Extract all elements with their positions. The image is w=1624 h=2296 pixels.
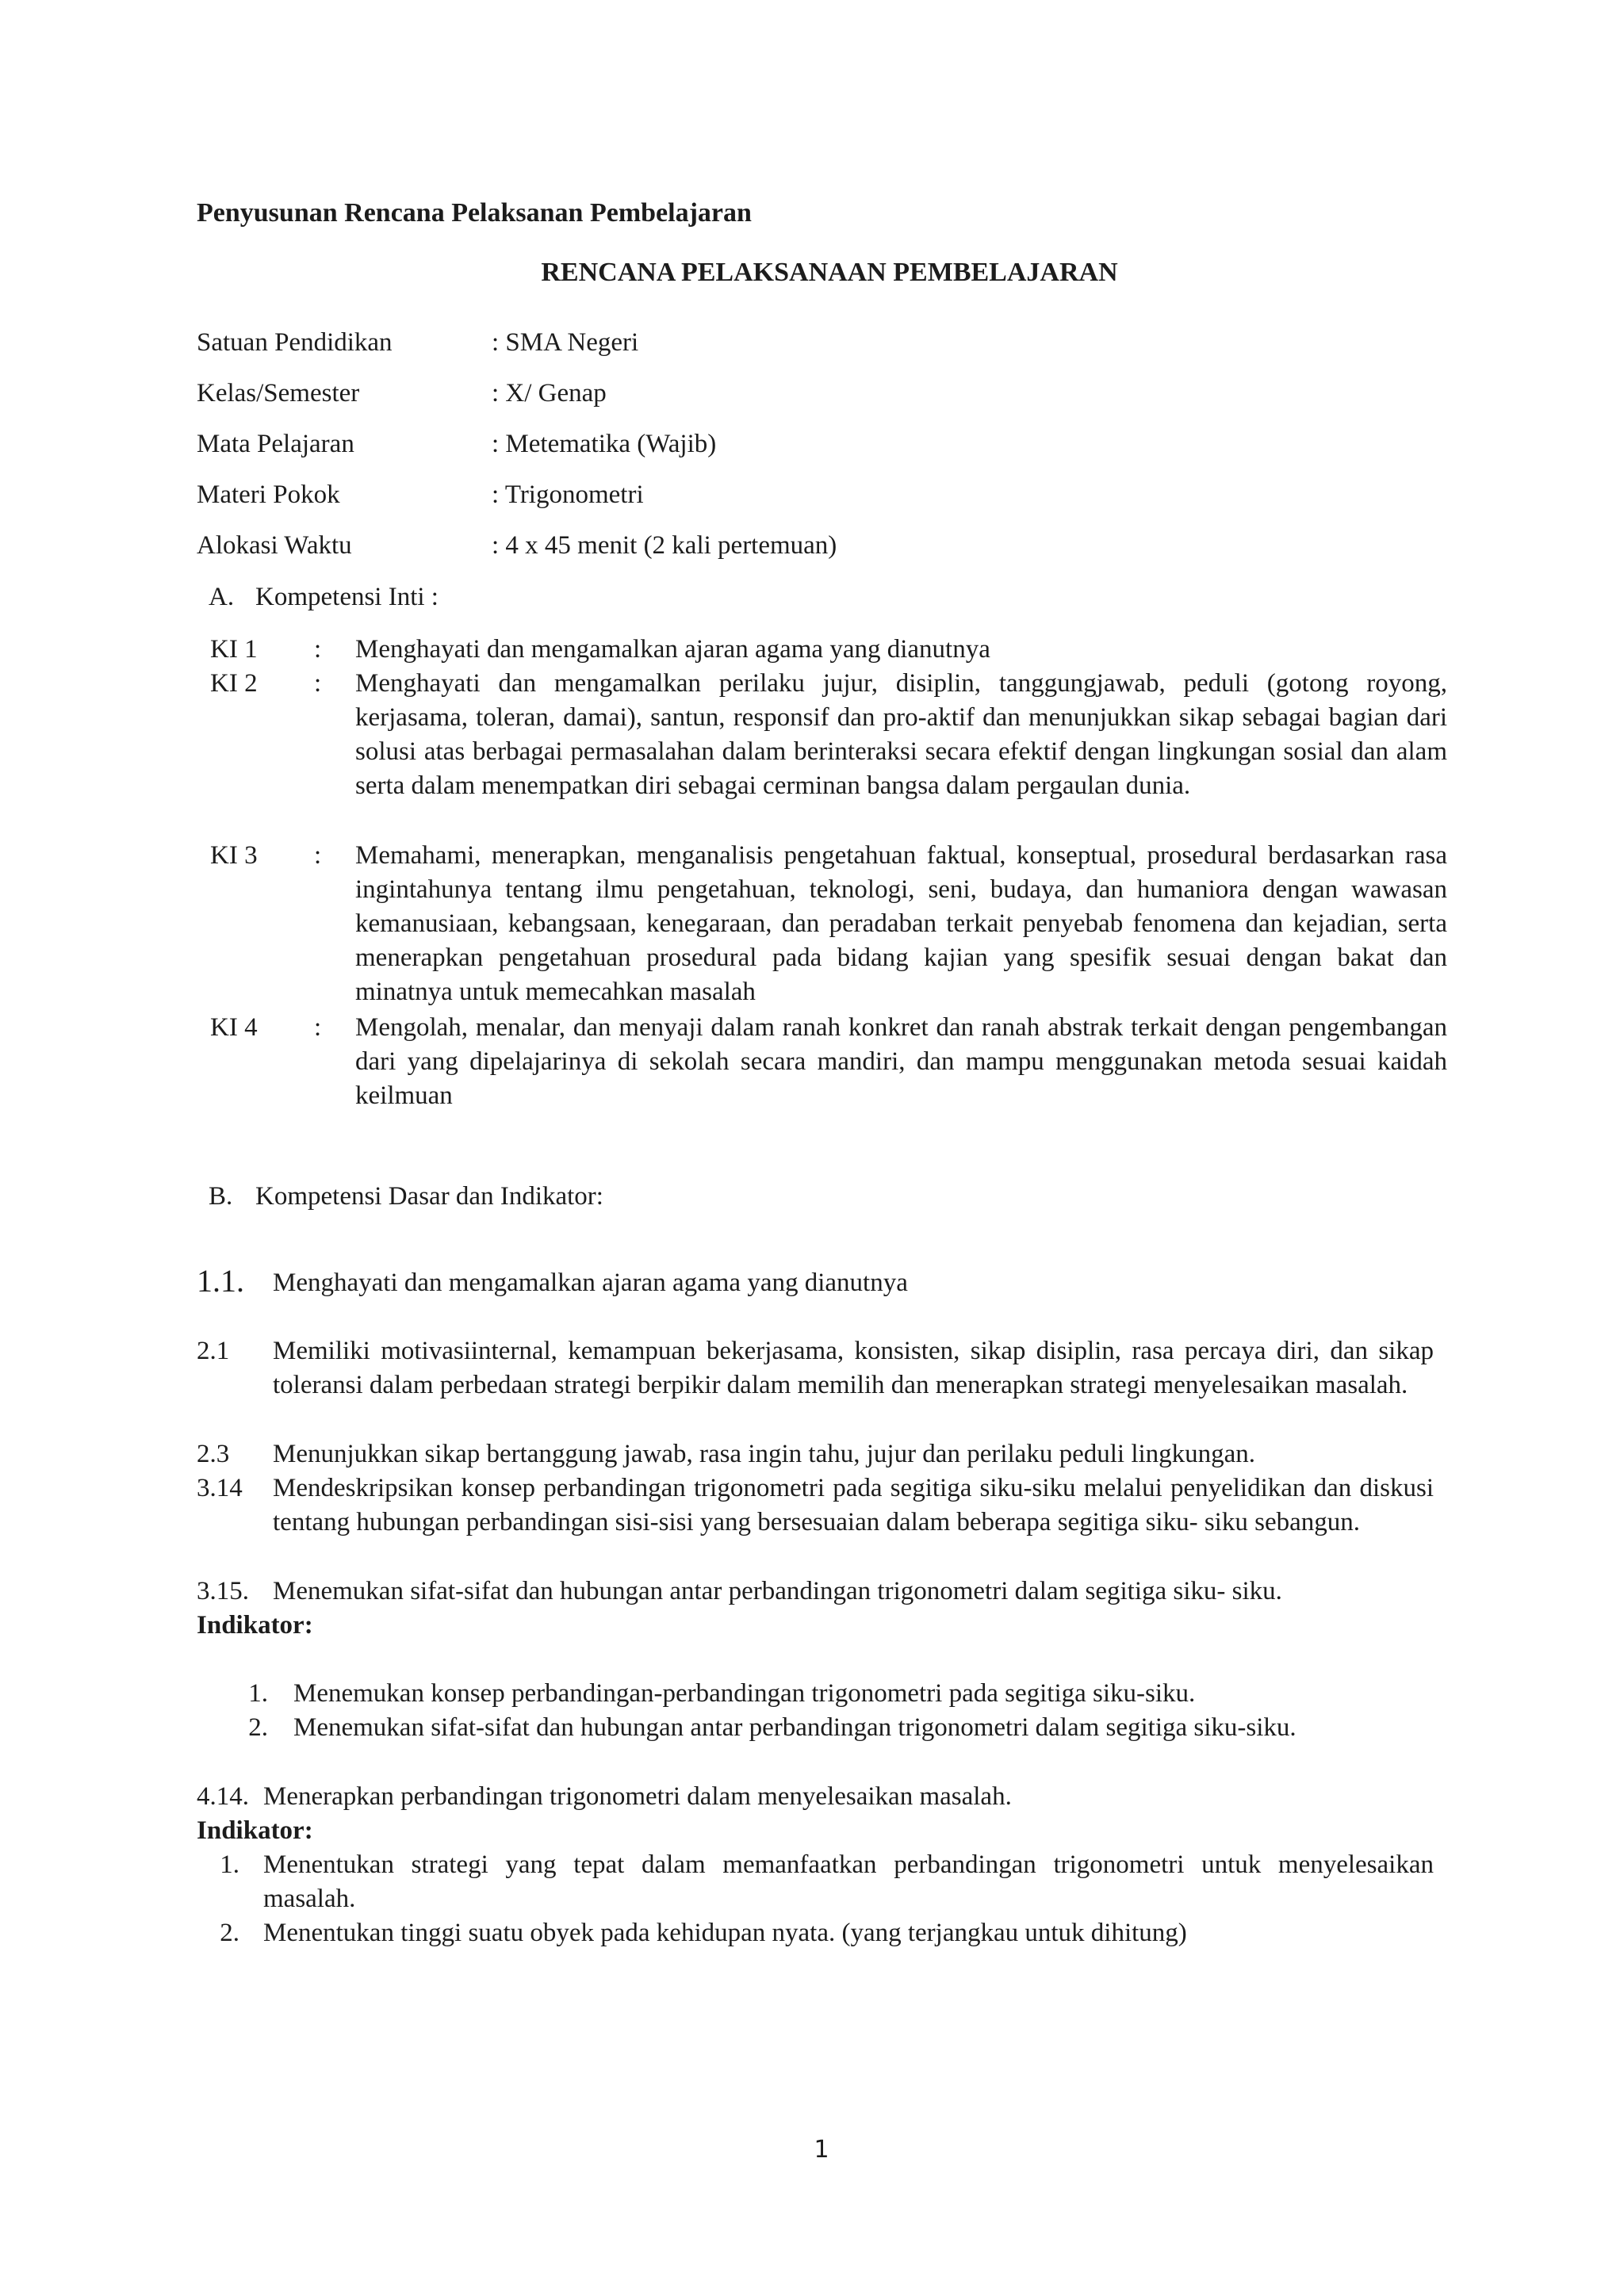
ki-text: Memahami, menerapkan, menganalisis pengetahuan faktual, konseptual, prosedural berdasarkan rasa ingintahunya tentang ilmu pengetahuan, teknologi, seni, budaya, dan humaniora dengan wawasan kemanusiaan, kebangsaan, kenegaraan, dan peradaban terkait penyebab fenomena dan kejadian, serta menerapkan pengetahuan prosedural pada bidang kajian yang spesifik sesuai dengan bakat dan minatnya untuk memecahkan masalah — [355, 841, 1447, 1006]
kd-text: Menghayati dan mengamalkan ajaran agama yang dianutnya — [273, 1269, 908, 1297]
ki-code: KI 2 — [210, 669, 258, 698]
ki-text: Menghayati dan mengamalkan ajaran agama yang dianutnya — [355, 635, 990, 664]
indicator-number: 2. — [220, 1919, 239, 1947]
section-title-text: Kompetensi Inti : — [255, 583, 439, 611]
kd-number: 4.14. — [197, 1782, 249, 1811]
indicator-text: Menentukan strategi yang tepat dalam memanfaatkan perbandingan trigonometri untuk menyelesaikan masalah. — [263, 1850, 1434, 1913]
document-title: RENCANA PELAKSANAAN PEMBELAJARAN — [541, 258, 1118, 287]
indicator-label: Indikator: — [197, 1816, 313, 1845]
info-value: : Metematika (Wajib) — [492, 430, 717, 458]
indicator-label: Indikator: — [197, 1611, 313, 1640]
ki-code: KI 4 — [210, 1013, 258, 1042]
ki-colon: : — [314, 1013, 322, 1042]
section-b-title — [209, 1180, 603, 1214]
kd-number: 3.14 — [197, 1474, 243, 1502]
ki-code: KI 1 — [210, 635, 258, 664]
info-label: Kelas/Semester — [197, 379, 360, 408]
ki-text: Mengolah, menalar, dan menyaji dalam ranah konkret dan ranah abstrak terkait dengan pengembangan dari yang dipelajarinya di sekolah secara mandiri, dan mampu menggunakan metoda sesuai kaidah keilmuan — [355, 1013, 1447, 1110]
info-value: : Trigonometri — [492, 480, 644, 509]
kd-text: Menemukan sifat-sifat dan hubungan antar perbandingan trigonometri dalam segitiga siku- siku. — [273, 1577, 1282, 1605]
ki-text: Menghayati dan mengamalkan perilaku jujur, disiplin, tanggungjawab, peduli (gotong royong, kerjasama, toleran, damai), santun, responsif dan pro-aktif dan menunjukkan sikap sebagai bagian dari solusi atas berbagai permasalahan dalam berinteraksi secara efektif dengan lingkungan sosial dan alam serta dalam menempatkan diri sebagai cerminan bangsa dalam pergaulan dunia. — [355, 669, 1447, 800]
info-label: Alokasi Waktu — [197, 531, 352, 560]
kd-text: Menunjukkan sikap bertanggung jawab, rasa ingin tahu, jujur dan perilaku peduli lingkungan. — [273, 1440, 1256, 1468]
section-a-title — [209, 580, 439, 614]
ki-code: KI 3 — [210, 841, 258, 870]
info-label: Materi Pokok — [197, 480, 340, 509]
kd-text: Menerapkan perbandingan trigonometri dalam menyelesaikan masalah. — [263, 1782, 1012, 1811]
indicator-number: 1. — [220, 1850, 239, 1879]
indicator-number: 1. — [248, 1679, 268, 1708]
kd-number: 2.1 — [197, 1337, 230, 1365]
info-label: Satuan Pendidikan — [197, 328, 393, 357]
kd-number: 3.15. — [197, 1577, 249, 1605]
info-value: : SMA Negeri — [492, 328, 639, 357]
kd-text: Mendeskripsikan konsep perbandingan trigonometri pada segitiga siku-siku melalui penyelidikan dan diskusi tentang hubungan perbandingan sisi-sisi yang bersesuaian dalam beberapa segitiga siku- siku sebangun. — [273, 1474, 1434, 1536]
document-heading: Penyusunan Rencana Pelaksanan Pembelajaran — [197, 198, 752, 228]
indicator-text: Menemukan konsep perbandingan-perbandingan trigonometri pada segitiga siku-siku. — [293, 1679, 1196, 1708]
kd-number: 2.3 — [197, 1440, 230, 1468]
section-title-text: Kompetensi Dasar dan Indikator: — [255, 1182, 603, 1211]
section-letter: B. — [209, 1182, 233, 1211]
indicator-text: Menentukan tinggi suatu obyek pada kehidupan nyata. (yang terjangkau untuk dihitung) — [263, 1919, 1187, 1947]
section-letter: A. — [209, 583, 235, 611]
info-value: : X/ Genap — [492, 379, 607, 408]
ki-colon: : — [314, 635, 322, 664]
ki-colon: : — [314, 669, 322, 698]
info-label: Mata Pelajaran — [197, 430, 354, 458]
kd-number: 1.1. — [197, 1263, 244, 1299]
ki-colon: : — [314, 841, 322, 870]
page-number: 1 — [814, 2136, 829, 2164]
indicator-number: 2. — [248, 1713, 268, 1742]
indicator-text: Menemukan sifat-sifat dan hubungan antar perbandingan trigonometri dalam segitiga siku-siku. — [293, 1713, 1297, 1742]
info-value: : 4 x 45 menit (2 kali pertemuan) — [492, 531, 837, 560]
kd-text: Memiliki motivasiinternal, kemampuan bekerjasama, konsisten, sikap disiplin, rasa percaya diri, dan sikap toleransi dalam perbedaan strategi berpikir dalam memilih dan menerapkan strategi menyelesaikan masalah. — [273, 1337, 1434, 1399]
